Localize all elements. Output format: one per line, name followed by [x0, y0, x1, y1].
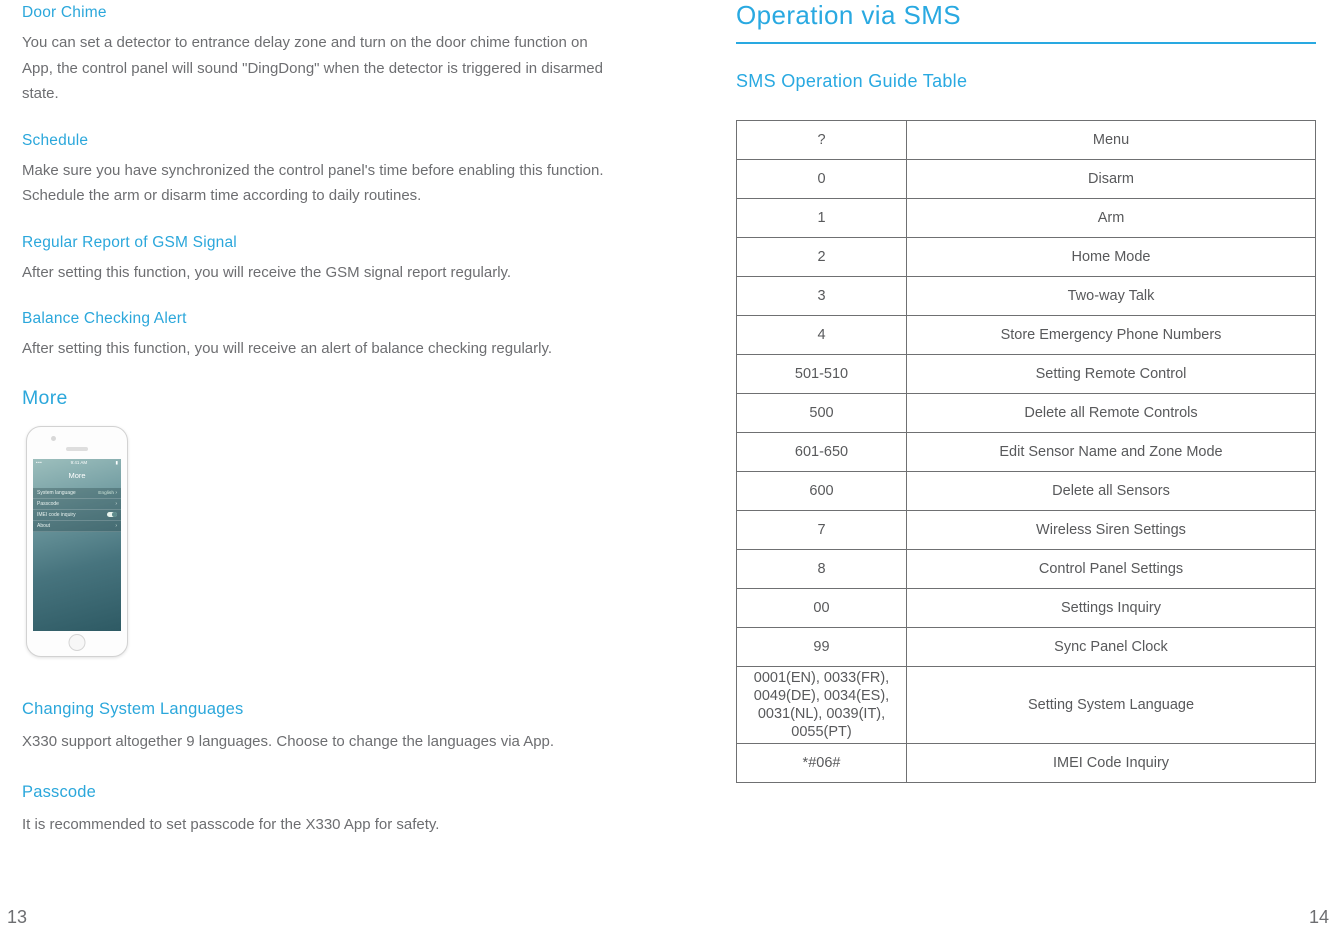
section-paragraph: Schedule the arm or disarm time according to daily routines.: [22, 187, 422, 204]
section-passcode: [22, 783, 618, 838]
table-row: [737, 277, 1316, 316]
section-paragraph: You can set a detector to entrance delay zone and turn on the door chime function on App, the control panel will sound "DingDong" when the detector is triggered in disarmed state.: [22, 34, 603, 102]
sms-action-cell: Two-way Talk: [907, 277, 1316, 316]
table-row: [737, 238, 1316, 277]
phone-menu-item-imei: [33, 510, 121, 521]
sms-code-cell: 3: [737, 277, 907, 316]
sms-action-cell: Setting Remote Control: [907, 355, 1316, 394]
section-schedule: [22, 132, 618, 209]
sms-action-cell: Arm: [907, 199, 1316, 238]
sms-code-cell: 1: [737, 199, 907, 238]
table-row: [737, 316, 1316, 355]
table-row: [737, 160, 1316, 199]
sms-action-cell: Home Mode: [907, 238, 1316, 277]
signal-icon: •••: [36, 460, 43, 465]
phone-camera-dot: [51, 436, 56, 441]
phone-menu-item-passcode: [33, 499, 121, 510]
phone-menu-item-about: [33, 521, 121, 532]
sms-code-cell: 0001(EN), 0033(FR), 0049(DE), 0034(ES), 0031(NL), 0039(IT), 0055(PT): [737, 667, 907, 744]
sms-action-cell: Delete all Remote Controls: [907, 394, 1316, 433]
table-row: [737, 199, 1316, 238]
sms-code-cell: 00: [737, 589, 907, 628]
phone-clock: 9:41 AM: [70, 460, 88, 465]
phone-menu-list: [33, 488, 121, 532]
phone-home-button: [69, 634, 86, 651]
sms-code-cell: 500: [737, 394, 907, 433]
sms-code-cell: *#06#: [737, 744, 907, 783]
section-balance-alert: [22, 310, 618, 362]
sms-action-cell: Edit Sensor Name and Zone Mode: [907, 433, 1316, 472]
table-row: [737, 472, 1316, 511]
sms-code-cell: ?: [737, 121, 907, 160]
table-row: [737, 628, 1316, 667]
page-number-right: 14: [1308, 907, 1329, 927]
sms-code-cell: 99: [737, 628, 907, 667]
section-paragraph: It is recommended to set passcode for the X330 App for safety.: [22, 816, 440, 833]
sms-code-cell: 601-650: [737, 433, 907, 472]
battery-icon: ▮: [115, 459, 118, 465]
table-row: [737, 394, 1316, 433]
table-row: [737, 355, 1316, 394]
section-paragraph: After setting this function, you will receive the GSM signal report regularly.: [22, 263, 512, 281]
sms-code-cell: 501-510: [737, 355, 907, 394]
sms-code-cell: 8: [737, 550, 907, 589]
menu-item-label: Passcode: [37, 500, 59, 507]
sms-code-cell: 600: [737, 472, 907, 511]
section-door-chime: [22, 4, 618, 107]
page-left: [22, 4, 618, 867]
chevron-right-icon: ›: [115, 522, 117, 529]
table-row: [737, 550, 1316, 589]
section-changing-languages: [22, 700, 618, 755]
sms-code-cell: 0: [737, 160, 907, 199]
menu-item-value: English ›: [98, 489, 117, 496]
menu-item-label: IMEI code inquiry: [37, 511, 76, 518]
sms-action-cell: Control Panel Settings: [907, 550, 1316, 589]
sms-action-cell: Disarm: [907, 160, 1316, 199]
sms-code-cell: 4: [737, 316, 907, 355]
sms-action-cell: Settings Inquiry: [907, 589, 1316, 628]
phone-menu-item-language: [33, 488, 121, 499]
page-title: Operation via SMS: [736, 0, 962, 30]
menu-item-label: About: [37, 522, 51, 529]
title-divider: [736, 42, 1316, 44]
more-heading: More: [22, 386, 68, 409]
sms-code-cell: 7: [737, 511, 907, 550]
phone-screen: [33, 459, 121, 631]
toggle-switch-icon: [107, 512, 117, 518]
phone-illustration: [26, 426, 128, 657]
phone-screen-title: More: [68, 470, 86, 480]
sms-action-cell: Setting System Language: [907, 667, 1316, 744]
section-paragraph: X330 support altogether 9 languages. Choose to change the languages via App.: [22, 732, 555, 750]
section-heading: Balance Checking Alert: [22, 310, 187, 327]
sms-action-cell: Delete all Sensors: [907, 472, 1316, 511]
section-heading: Changing System Languages: [22, 699, 244, 718]
section-gsm-report: [22, 234, 618, 286]
section-paragraph: After setting this function, you will receive an alert of balance checking regularly.: [22, 340, 552, 357]
table-row: [737, 121, 1316, 160]
page-right: [736, 0, 1316, 783]
chevron-right-icon: ›: [115, 489, 117, 496]
menu-item-label: System language: [37, 489, 76, 496]
phone-status-bar: [33, 459, 121, 467]
section-heading: Passcode: [22, 783, 97, 801]
table-row: [737, 433, 1316, 472]
section-heading: Regular Report of GSM Signal: [22, 233, 237, 251]
table-row: [737, 511, 1316, 550]
table-row: [737, 667, 1316, 744]
sms-action-cell: Sync Panel Clock: [907, 628, 1316, 667]
sms-action-cell: Store Emergency Phone Numbers: [907, 316, 1316, 355]
section-heading: Door Chime: [22, 4, 107, 21]
table-row: [737, 744, 1316, 783]
table-row: [737, 589, 1316, 628]
sms-operation-table: [736, 120, 1316, 783]
sms-action-cell: Wireless Siren Settings: [907, 511, 1316, 550]
section-heading: Schedule: [22, 131, 89, 149]
section-paragraph: Make sure you have synchronized the control panel's time before enabling this function.: [22, 161, 604, 179]
sms-action-cell: IMEI Code Inquiry: [907, 744, 1316, 783]
table-subtitle: SMS Operation Guide Table: [736, 71, 968, 91]
sms-code-cell: 2: [737, 238, 907, 277]
phone-speaker-bar: [66, 447, 88, 451]
sms-action-cell: Menu: [907, 121, 1316, 160]
page-number-left: 13: [7, 907, 28, 927]
chevron-right-icon: ›: [115, 500, 117, 507]
